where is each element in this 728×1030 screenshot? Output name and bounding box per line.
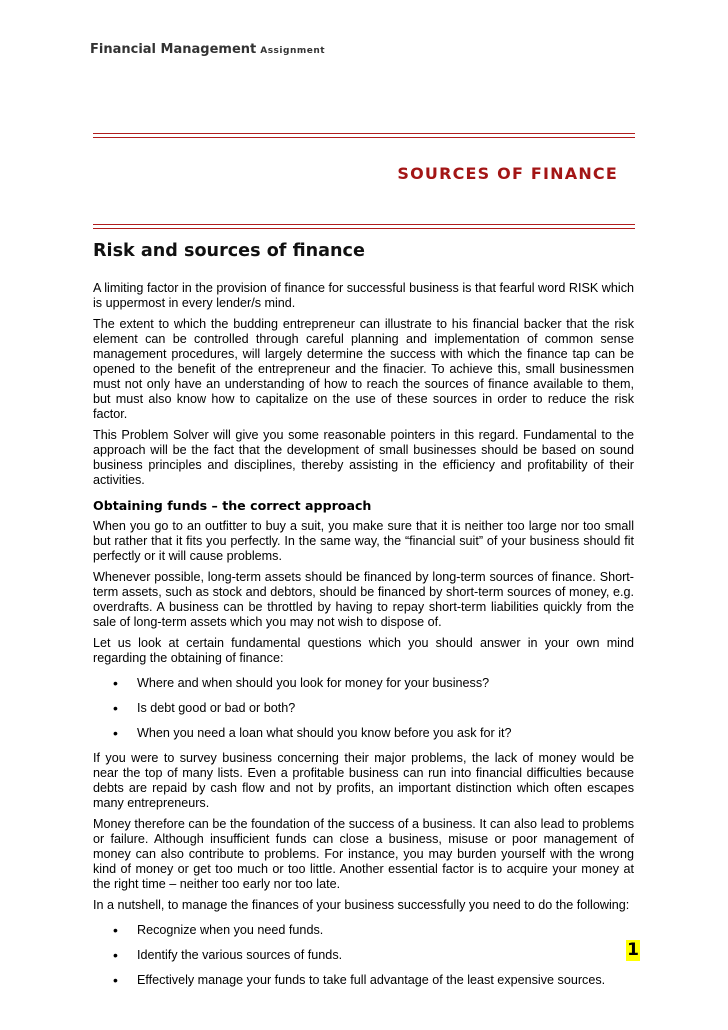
bullet-icon: • — [113, 972, 118, 988]
title-rule-top-1 — [93, 133, 635, 134]
paragraph: This Problem Solver will give you some reasonable pointers in this regard. Fundamental to the approach will be the fact that the development of small businesses should be based on sound business principles and disciplines, thereby assisting in the efficiency and profitability of their activities. — [93, 428, 634, 487]
list-item: • Is debt good or bad or both? — [113, 700, 296, 716]
section-heading: Risk and sources of finance — [93, 241, 365, 261]
list-item: • Identify the various sources of funds. — [113, 947, 343, 963]
subsection-heading: Obtaining funds – the correct approach — [93, 498, 372, 513]
bullet-icon: • — [113, 675, 118, 691]
document-body — [93, 240, 634, 998]
paragraph: A limiting factor in the provision of finance for successful business is that fearful word RISK which is uppermost in every lender/s mind. — [93, 281, 634, 310]
title-rule-bottom-1 — [93, 224, 635, 225]
paragraph: Money therefore can be the foundation of the success of a business. It can also lead to problems or failure. Although insufficient funds can close a business, misuse or poor management of money can also contribute to problems. For instance, you may burden yourself with the wrong kind of money or get too much or too little. Another essential factor is to acquire your money at the right time – neither too early nor too late. — [93, 817, 634, 891]
list-item: • When you need a loan what should you know before you ask for it? — [113, 725, 512, 741]
header-title: Financial Management — [90, 42, 257, 57]
title-rule-top-2 — [93, 137, 635, 138]
bullet-icon: • — [113, 700, 118, 716]
bullet-icon: • — [113, 947, 118, 963]
steps-list — [93, 923, 634, 988]
bullet-icon: • — [113, 725, 118, 741]
page-number: 1 — [627, 940, 639, 960]
list-item: • Recognize when you need funds. — [113, 922, 324, 938]
paragraph: Let us look at certain fundamental questions which you should answer in your own mind regarding the obtaining of finance: — [93, 636, 634, 665]
paragraph: The extent to which the budding entrepreneur can illustrate to his financial backer that the risk element can be controlled through careful planning and implementation of common sense management procedures, will largely determine the success with which the finance tap can be opened to the benefit of the entrepreneur and the finacier. To achieve this, small businessmen must not only have an understanding of how to reach the sources of finance available to them, but must also know how to capitalize on the use of these sources in order to reduce the risk factor. — [93, 317, 634, 421]
paragraph: When you go to an outfitter to buy a suit, you make sure that it is neither too large nor too small but rather that it fits you perfectly. In the same way, the “financial suit” of your business should fit perfectly or it will cause problems. — [93, 519, 634, 563]
questions-list — [93, 676, 634, 741]
list-item: • Where and when should you look for money for your business? — [113, 675, 490, 691]
header-subtitle: Assignment — [260, 46, 326, 56]
list-item: • Effectively manage your funds to take full advantage of the least expensive sources. — [113, 972, 606, 988]
paragraph: If you were to survey business concerning their major problems, the lack of money would be near the top of many lists. Even a profitable business can run into financial difficulties because debts are repaid by cash flow and not by profits, an important distinction which often escapes many entrepreneurs. — [93, 751, 634, 810]
title-rule-bottom-2 — [93, 228, 635, 229]
document-title: SOURCES OF FINANCE — [397, 164, 618, 183]
paragraph: In a nutshell, to manage the finances of your business successfully you need to do the following: — [93, 898, 630, 912]
paragraph: Whenever possible, long-term assets should be financed by long-term sources of finance. Short-term assets, such as stock and debtors, should be financed by short-term sources of money, e.g. overdrafts. A business can be throttled by having to repay short-term liabilities quickly from the sale of long-term assets which you may not wish to dispose of. — [93, 570, 634, 629]
bullet-icon: • — [113, 922, 118, 938]
running-header — [90, 42, 325, 57]
